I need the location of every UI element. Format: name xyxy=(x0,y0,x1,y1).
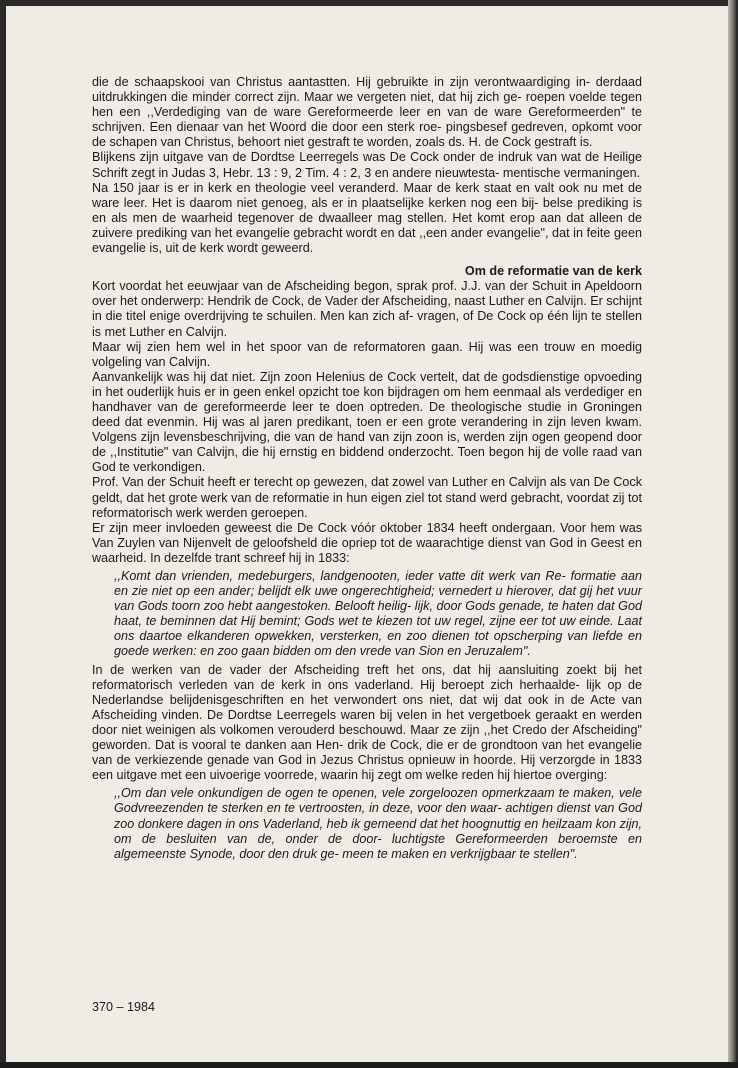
paragraph: Maar wij zien hem wel in het spoor van de reformatoren gaan. Hij was een trouw en moedig volgeling van Calvijn. xyxy=(92,339,642,369)
paragraph: Er zijn meer invloeden geweest die De Cock vóór oktober 1834 heeft ondergaan. Voor hem was Van Zuylen van Nijenvelt de geloofsheld die opriep tot de waarachtige dienst van God in Geest en waarheid. In dezelfde trant schreef hij in 1833: xyxy=(92,520,642,565)
paragraph: Prof. Van der Schuit heeft er terecht op gewezen, dat zowel van Luther en Calvijn als van De Cock geldt, dat het grote werk van de reformatie in hun eigen ziel tot stand werd gebracht, voordat zij tot reformatorisch werk werden geroepen. xyxy=(92,475,642,520)
section-heading: Om de reformatie van de kerk xyxy=(464,264,642,279)
page-edge-right xyxy=(728,0,736,1068)
paragraph: In de werken van de vader der Afscheiding treft het ons, dat hij aansluiting zoekt bij het reformatorisch verleden van de kerk in ons vaderland. Hij beroept zich herhaalde- lijk op de Nederlandse belijdenisgeschriften en het verwondert ons niet, dat wij dat ook in de Acte van Afscheiding vinden. De Dordtse Leerregels waren bij velen in het vergetboek geraakt en werden door niet weinigen als volkomen verouderd beschouwd. Maar ze zijn ,,het Credo der Afscheiding" geworden. Dat is vooral te danken aan Hen- drik de Cock, die er de grondtoon van het evangelie van de verkiezende genade van God in Jezus Christus opnieuw in hoorde. Hij verzorgde in 1833 een uitgave met een uivoerige voorrede, waarin hij zegt om welke reden hij hiertoe overging: xyxy=(92,662,642,783)
block-quote: ,,Komt dan vrienden, medeburgers, landgenooten, ieder vatte dit werk van Re- formatie aan en zie niet op een ander; belijdt elk uwe ongerechtigheid; vernedert u hierover, dat gij het vuur van Gods toorn zoo hebt aangestoken. Belooft heilig- lijk, door Gods genade, te haten dat God haat, te beminnen dat Hij bemint; Gods wet te kiezen tot uw regel, zijne eer tot uw einde. Laat ons daartoe elkanderen opwekken, versterken, en zoo dienen tot opscherping van liefde en goede werken: en zoo gaan bidden om den vrede van Sion en Jeruzalem". xyxy=(114,569,642,659)
paragraph: Na 150 jaar is er in kerk en theologie veel veranderd. Maar de kerk staat en valt ook nu met de ware leer. Het is daarom niet genoeg, als er in plaatselijke kerken nog een bij- belse prediking is en als men de waarheid tegenover de dwaalleer mag stellen. Het komt erop aan dat alleen de zuivere prediking van het evangelie gebracht wordt en dat ,,een ander evangelie", dat in feite geen evangelie is, uit de kerk wordt geweerd. xyxy=(92,180,642,256)
page-number: 370 – 1984 xyxy=(92,1000,156,1014)
paragraph: Kort voordat het eeuwjaar van de Afscheiding begon, sprak prof. J.J. van der Schuit in Apeldoorn over het onderwerp: Hendrik de Cock, de Vader der Afscheiding, naast Luther en Calvijn. Er schijnt in die titel enige overdrijving te schuilen. Men kan zich af- vragen, of De Cock op één lijn te stellen is met Luther en Calvijn. xyxy=(92,279,642,339)
page-edge-bottom xyxy=(0,1062,738,1068)
paragraph: Blijkens zijn uitgave van de Dordtse Leerregels was De Cock onder de indruk van wat de Heilige Schrift zegt in Judas 3, Hebr. 13 : 9, 2 Tim. 4 : 2, 3 en andere nieuwtesta- mentische vermaningen. xyxy=(92,150,642,180)
body-text xyxy=(92,75,642,865)
paragraph: die de schaapskooi van Christus aantastten. Hij gebruikte in zijn verontwaardiging in- derdaad uitdrukkingen die minder correct zijn. Maar we vergeten niet, dat hij zich ge- roepen voelde tegen hen een ,,Verdediging van de ware Gereformeerde leer en van de ware Gereformeerden" te schrijven. Een dienaar van het Woord die door een sterk roe- pingsbesef gedreven, opkomt voor de schapen van Christus, behoort niet gestraft te worden, zoals ds. H. de Cock gestraft is. xyxy=(92,75,642,150)
block-quote: ,,Om dan vele onkundigen de ogen te openen, vele zorgeloozen opmerkzaam te maken, vele Godvreezenden te sterken en te vertroosten, in deze, voor den waar- achtigen dienst van God zoo donkere dagen in ons Vaderland, heb ik gemeend dat het hoognuttig en heilzaam kon zijn, om de besluiten van de, onder de door- luchtigste Gereformeerden beroemste en algemeenste Synode, door den druk ge- meen te maken en verkrijgbaar te stellen". xyxy=(114,786,642,861)
paragraph: Aanvankelijk was hij dat niet. Zijn zoon Helenius de Cock vertelt, dat de godsdienstige opvoeding in het ouderlijk huis er in geen enkel opzicht toe kon bijdragen om hem eenmaal als verdediger en handhaver van de gereformeerde leer te doen optreden. De theologische studie in Groningen deed dat evenmin. Hij was al jaren predikant, toen er een grote verandering in zijn leven kwam. Volgens zijn levensbeschrijving, die van de hand van zijn zoon is, werden zijn ogen geopend door de ,,Institutie" van Calvijn, die hij ernstig en biddend onderzocht. Toen begon hij de volle raad van God te verkondigen. xyxy=(92,369,642,475)
